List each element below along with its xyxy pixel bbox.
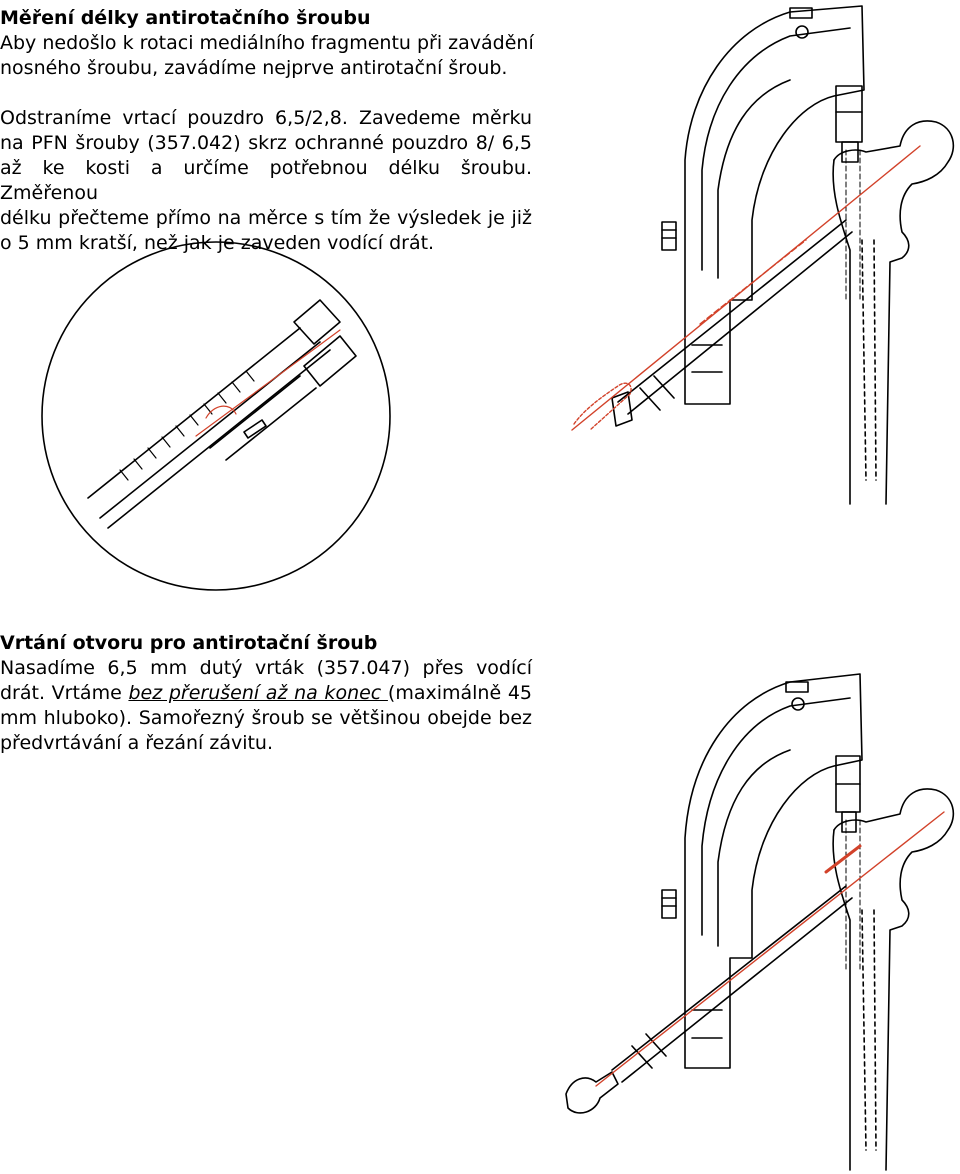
- paragraph-line: mm hluboko). Samořezný šroub se většinou obejde bez: [0, 707, 532, 729]
- paragraph-line: délku přečteme přímo na měrce s tím že výsledek je již: [0, 207, 532, 229]
- paragraph-line: o 5 mm kratší, než jak je zaveden vodící drát.: [0, 232, 435, 254]
- aiming-arm-illustration-top: [612, 6, 953, 504]
- paragraph-line: Aby nedošlo k rotaci mediálního fragmentu při zavádění: [0, 32, 534, 54]
- measuring-gauge-detail: [42, 242, 390, 590]
- paragraph-line: předvrtávání a řezání závitu.: [0, 732, 274, 754]
- paragraph-line: až ke kosti a určíme potřebnou délku šroubu. Změřenou: [0, 157, 532, 204]
- paragraph-line: na PFN šrouby (357.042) skrz ochranné pouzdro 8/ 6,5: [0, 132, 532, 154]
- guide-wire-top: [572, 146, 920, 430]
- heading-measuring: Měření délky antirotačního šroubu: [0, 7, 371, 29]
- text-span: drát. Vrtáme: [0, 682, 129, 704]
- emphasis-text: bez přerušení až na konec: [128, 682, 388, 704]
- paragraph-line: nosného šroubu, zavádíme nejprve antirotační šroub.: [0, 57, 508, 79]
- text-span: (maximálně 45: [387, 682, 532, 704]
- paragraph-line: Odstraníme vrtací pouzdro 6,5/2,8. Zavedeme měrku: [0, 107, 532, 129]
- heading-drilling: Vrtání otvoru pro antirotační šroub: [0, 632, 378, 654]
- paragraph-line: Nasadíme 6,5 mm dutý vrták (357.047) přes vodící: [0, 657, 532, 679]
- drill-bit-bottom: [596, 812, 944, 1086]
- aiming-arm-illustration-bottom: [566, 674, 953, 1170]
